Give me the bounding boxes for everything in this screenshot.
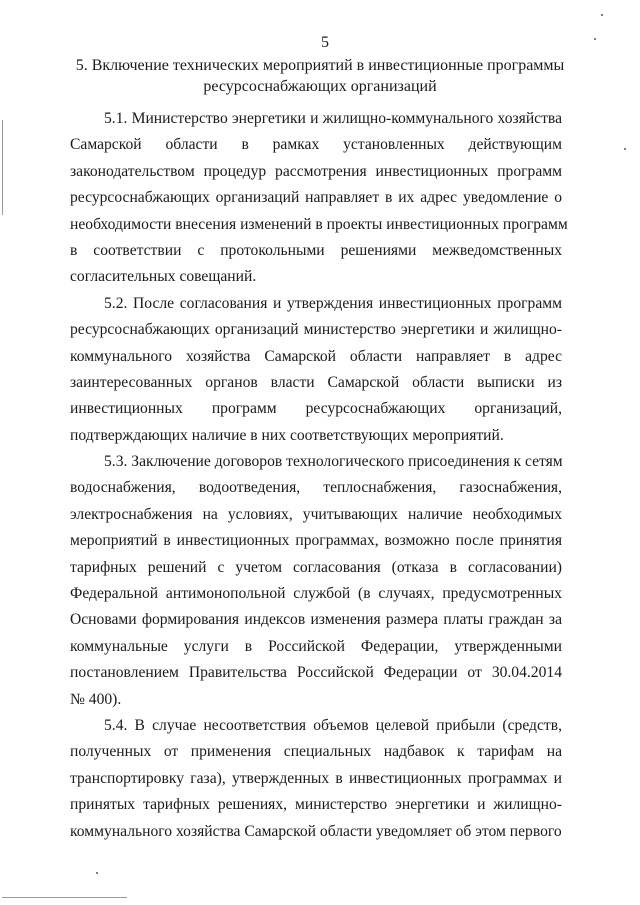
text-line: мероприятий в инвестиционных программах, возможно после принятия (70, 532, 562, 550)
text-line: № 400). (70, 690, 122, 708)
text-line: заинтересованных органов власти Самарской области выписки из (70, 373, 562, 391)
text-line: законодательством процедур рассмотрения инвестиционных программ (70, 162, 562, 180)
section-heading-line-1: 5. Включение технических мероприятий в инвестиционные программы (75, 57, 565, 74)
text-line: полученных от применения специальных надбавок к тарифам на (70, 743, 562, 761)
text-line: подтверждающих наличие в них соответствующих мероприятий. (70, 426, 504, 444)
scan-speck (601, 14, 603, 16)
scan-margin-line (2, 120, 3, 215)
text-line: транспортировку газа), утвержденных в инвестиционных программах и (70, 769, 562, 787)
section-heading-line-2: ресурсоснабжающих организаций (203, 78, 437, 95)
text-line: коммунального хозяйства Самарской области направляет в адрес (70, 347, 562, 365)
text-line: необходимости внесения изменений в проекты инвестиционных программ (70, 215, 568, 233)
text-line: Основами формирования индексов изменения размера платы граждан за (70, 611, 562, 629)
scan-bottom-line (2, 897, 127, 898)
text-line: коммунального хозяйства Самарской области уведомляет об этом первого (70, 822, 562, 840)
scan-speck (96, 872, 98, 874)
text-line: ресурсоснабжающих организаций министерство энергетики и жилищно- (70, 321, 562, 339)
text-line: 5.1. Министерство энергетики и жилищно-коммунального хозяйства (104, 110, 562, 127)
paragraph-3 (70, 449, 562, 713)
text-line: постановлением Правительства Российской Федерации от 30.04.2014 (70, 664, 562, 682)
text-line: тарифных решений с учетом согласования (отказа в согласовании) (70, 558, 562, 576)
paragraph-4 (70, 713, 562, 845)
paragraph-1 (70, 106, 568, 291)
paragraph-2 (70, 291, 562, 449)
text-line: Самарской области в рамках установленных действующим (70, 136, 562, 154)
text-line: 5.3. Заключение договоров технологического присоединения к сетям (104, 453, 563, 471)
text-line: согласительных совещаний. (70, 268, 257, 286)
text-line: инвестиционных программ ресурсоснабжающих организаций, (70, 400, 562, 418)
text-line: Федеральной антимонопольной службой (в случаях, предусмотренных (70, 585, 562, 603)
text-line: 5.2. После согласования и утверждения инвестиционных программ (104, 294, 562, 312)
scan-speck (624, 148, 626, 150)
text-line: ресурсоснабжающих организаций направляет в их адрес уведомление о (70, 189, 562, 207)
text-line: в соответствии с протокольными решениями межведомственных (70, 241, 562, 259)
document-body (70, 106, 568, 845)
page-number: 5 (321, 34, 329, 51)
text-line: электроснабжения на условиях, учитывающих наличие необходимых (70, 505, 562, 523)
text-line: водоснабжения, водоотведения, теплоснабжения, газоснабжения, (70, 479, 562, 497)
text-line: принятых тарифных решениях, министерство энергетики и жилищно- (70, 796, 562, 814)
text-line: 5.4. В случае несоответствия объемов целевой прибыли (средств, (104, 716, 562, 734)
text-line: коммунальные услуги в Российской Федерации, утвержденными (70, 637, 562, 655)
section-heading (70, 55, 570, 97)
